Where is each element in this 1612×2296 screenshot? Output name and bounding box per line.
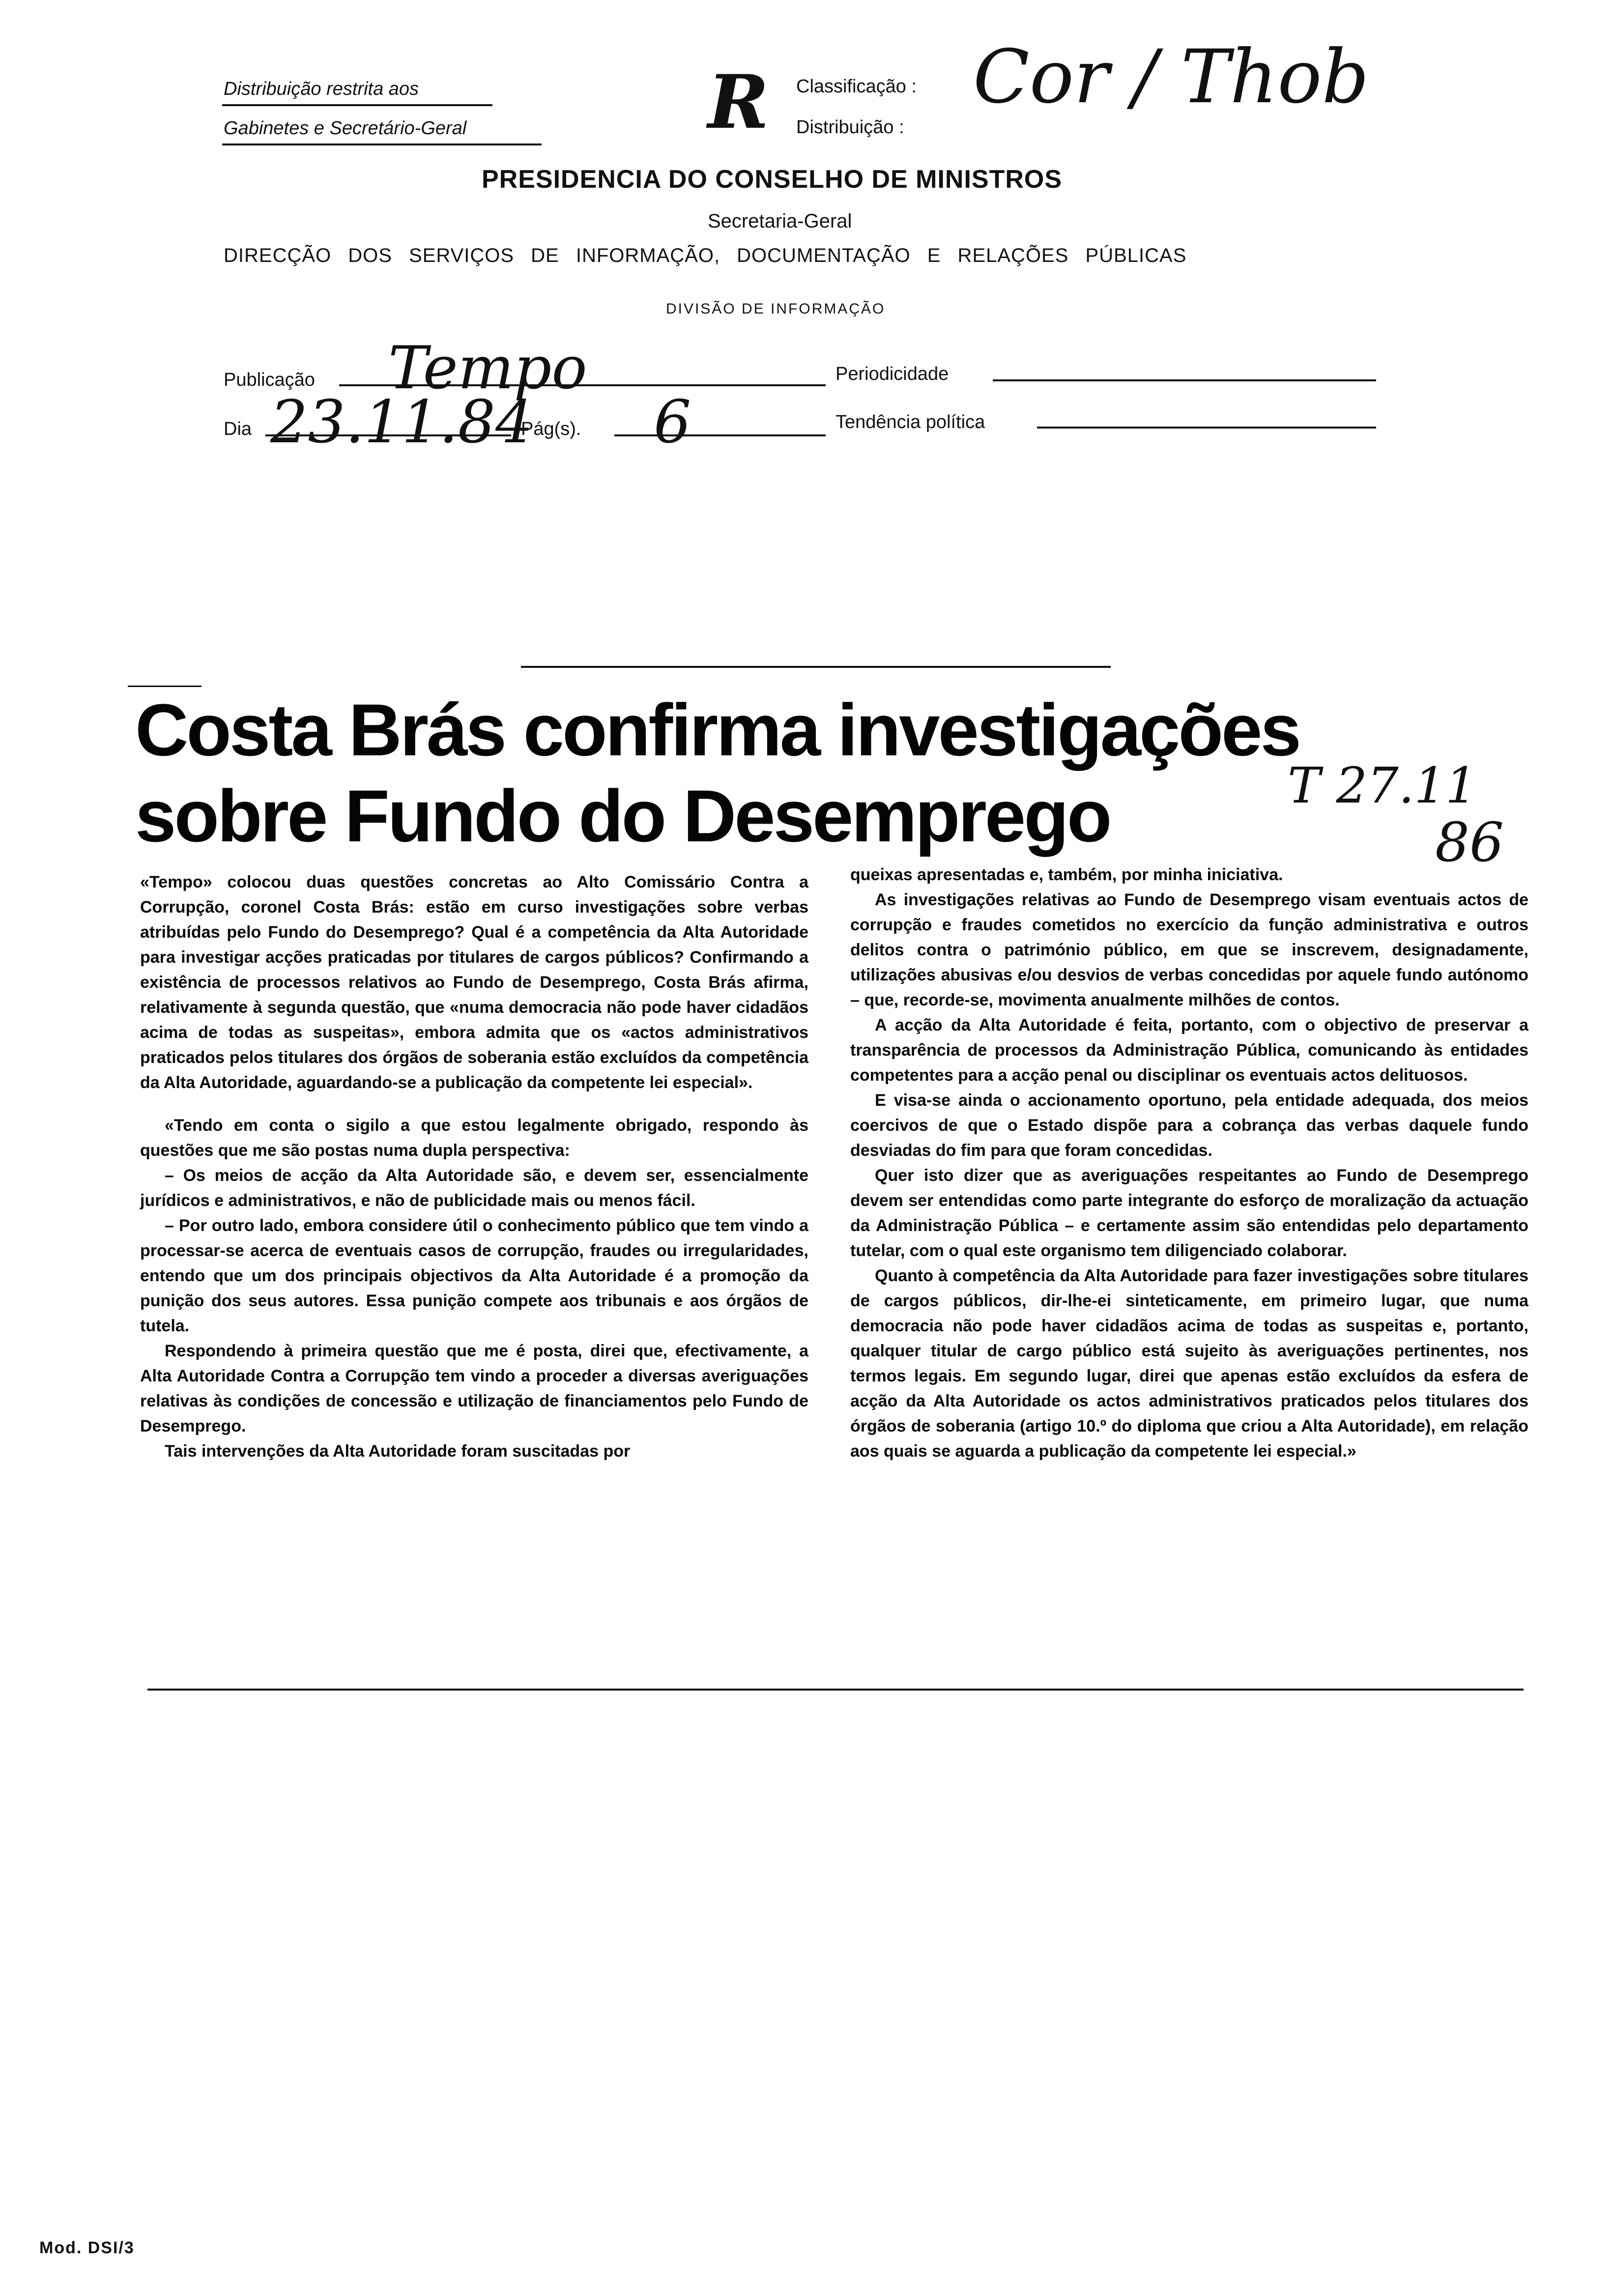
right-paragraph: As investigações relativas ao Fundo de Desemprego visam eventuais actos de corrupção e fraudes cometidos no exercício da função administrativa e outros delitos contra o património público, em que se inscrevem, designadamente, utilizações abusivas e/ou desvios de verbas concedidas por aquele fundo autónomo – que, recorde-se, movimenta anualmente milhões de contos. [850,890,1528,1009]
tendencia-line [1037,427,1376,429]
right-paragraph: A acção da Alta Autoridade é feita, portanto, com o objectivo de preservar a transparência de processos da Administração Pública, comunicando às entidades competentes para a acção penal ou disciplinar os eventuais actos delituosos. [850,1016,1528,1085]
classificacao-label: Classificação : [796,76,917,97]
tendencia-label: Tendência política [835,412,985,432]
article-left-column [140,870,808,1464]
distribution-underline-1 [222,104,492,106]
article-title-line-2: sobre Fundo do Desemprego [135,775,1110,857]
direccao: DIRECÇÃO DOS SERVIÇOS DE INFORMAÇÃO, DOCUMENTAÇÃO E RELAÇÕES PÚBLICAS [224,245,1187,266]
right-paragraph: E visa-se ainda o accionamento oportuno, pela entidade adequada, dos meios coercivos de que o Estado dispõe para a cobrança das verbas daquele fundo desviadas do fim para que foram concedidas. [850,1091,1528,1160]
left-paragraph: – Os meios de acção da Alta Autoridade são, e devem ser, essencialmente jurídicos e administrativos, e não de publicidade mais ou menos fácil. [140,1166,808,1210]
left-paragraph: «Tempo» colocou duas questões concretas ao Alto Comissário Contra a Corrupção, coronel Costa Brás: estão em curso investigações sobre verbas atribuídas pelo Fundo do Desemprego? Qual é a competência da Alta Autoridade para investigar acções praticadas por titulares de cargos públicos? Confirmando a existência de processos relativos ao Fundo de Desemprego, Costa Brás afirma, relativamente à segunda questão, que «numa democracia não pode haver cidadãos acima de todas as suspeitas», embora admita que os «actos administrativos praticados pelos titulares dos órgãos de soberania estão excluídos da competência da Alta Autoridade, aguardando-se a publicação da competente lei especial». [140,873,808,1092]
article-title-line-1: Costa Brás confirma investigações [135,689,1299,771]
right-paragraph: queixas apresentadas e, também, por minha iniciativa. [850,865,1283,884]
distribution-line-2: Gabinetes e Secretário-Geral [224,118,467,139]
secretaria: Secretaria-Geral [708,210,852,232]
distribuicao-label: Distribuição : [796,117,904,138]
form-code: Mod. DSI/3 [39,2239,135,2257]
top-rule [521,666,1111,668]
right-paragraph: Quanto à competência da Alta Autoridade para fazer investigações sobre titulares de cargos públicos, dir-lhe-ei sinteticamente, em primeiro lugar, que numa democracia não pode haver cidadãos acima de todas as suspeitas e, portanto, qualquer titular de cargo público está sujeito às averiguações pertinentes, nos termos legais. Em segundo lugar, direi que apenas estão excluídos da esfera de acção da Alta Autoridade os actos administrativos praticados pelos titulares dos órgãos de soberania (artigo 10.º do diploma que criou a Alta Autoridade), em relação aos quais se aguarda a publicação da competente lei especial.» [850,1266,1528,1461]
left-paragraph: Tais intervenções da Alta Autoridade foram suscitadas por [165,1442,631,1461]
bottom-rule [147,1689,1524,1691]
dia-value: 23.11.84 [270,388,533,457]
left-paragraph: Respondendo à primeira questão que me é posta, direi que, efectivamente, a Alta Autoridade Contra a Corrupção tem vindo a proceder a diversas averiguações relativas às condições de concessão e utilização de financiamentos pelo Fundo de Desemprego. [140,1342,808,1435]
pags-label: Pág(s). [521,419,581,439]
pags-value: 6 [654,388,691,457]
distribution-underline-2 [222,144,542,145]
left-paragraph: – Por outro lado, embora considere útil o conhecimento público que tem vindo a processar-se acerca de eventuais casos de corrupção, fraudes ou irregularidades, entendo que um dos principais objectivos da Alta Autoridade é a promoção da punição dos seus autores. Essa punição compete aos tribunais e aos órgãos de tutela. [140,1216,808,1335]
handwritten-note: T 27.11 [1288,757,1477,814]
article-right-column [850,862,1528,1464]
handwritten-mark: R [708,59,769,145]
top-rule-small [128,686,202,687]
publicacao-value: Tempo [388,334,587,402]
org-title: PRESIDENCIA DO CONSELHO DE MINISTROS [482,165,1063,194]
pags-line [614,434,826,436]
right-paragraph: Quer isto dizer que as averiguações respeitantes ao Fundo de Desemprego devem ser entendidas como parte integrante do esforço de moralização da actuação da Administração Pública – e certamente assim são entendidas pelo departamento tutelar, com o qual este organismo tem diligenciado colaborar. [850,1166,1528,1260]
handwritten-note-2: 86 [1435,811,1504,874]
dia-label: Dia [224,419,252,439]
periodicidade-line [993,379,1376,381]
left-paragraph: «Tendo em conta o sigilo a que estou legalmente obrigado, respondo às questões que me são postas numa dupla perspectiva: [140,1116,808,1160]
periodicidade-label: Periodicidade [835,364,949,384]
divisao: DIVISÃO DE INFORMAÇÃO [666,301,886,317]
publicacao-label: Publicação [224,370,315,390]
handwritten-classificacao: Cor / Thob [973,34,1369,120]
distribution-line-1: Distribuição restrita aos [224,79,419,99]
